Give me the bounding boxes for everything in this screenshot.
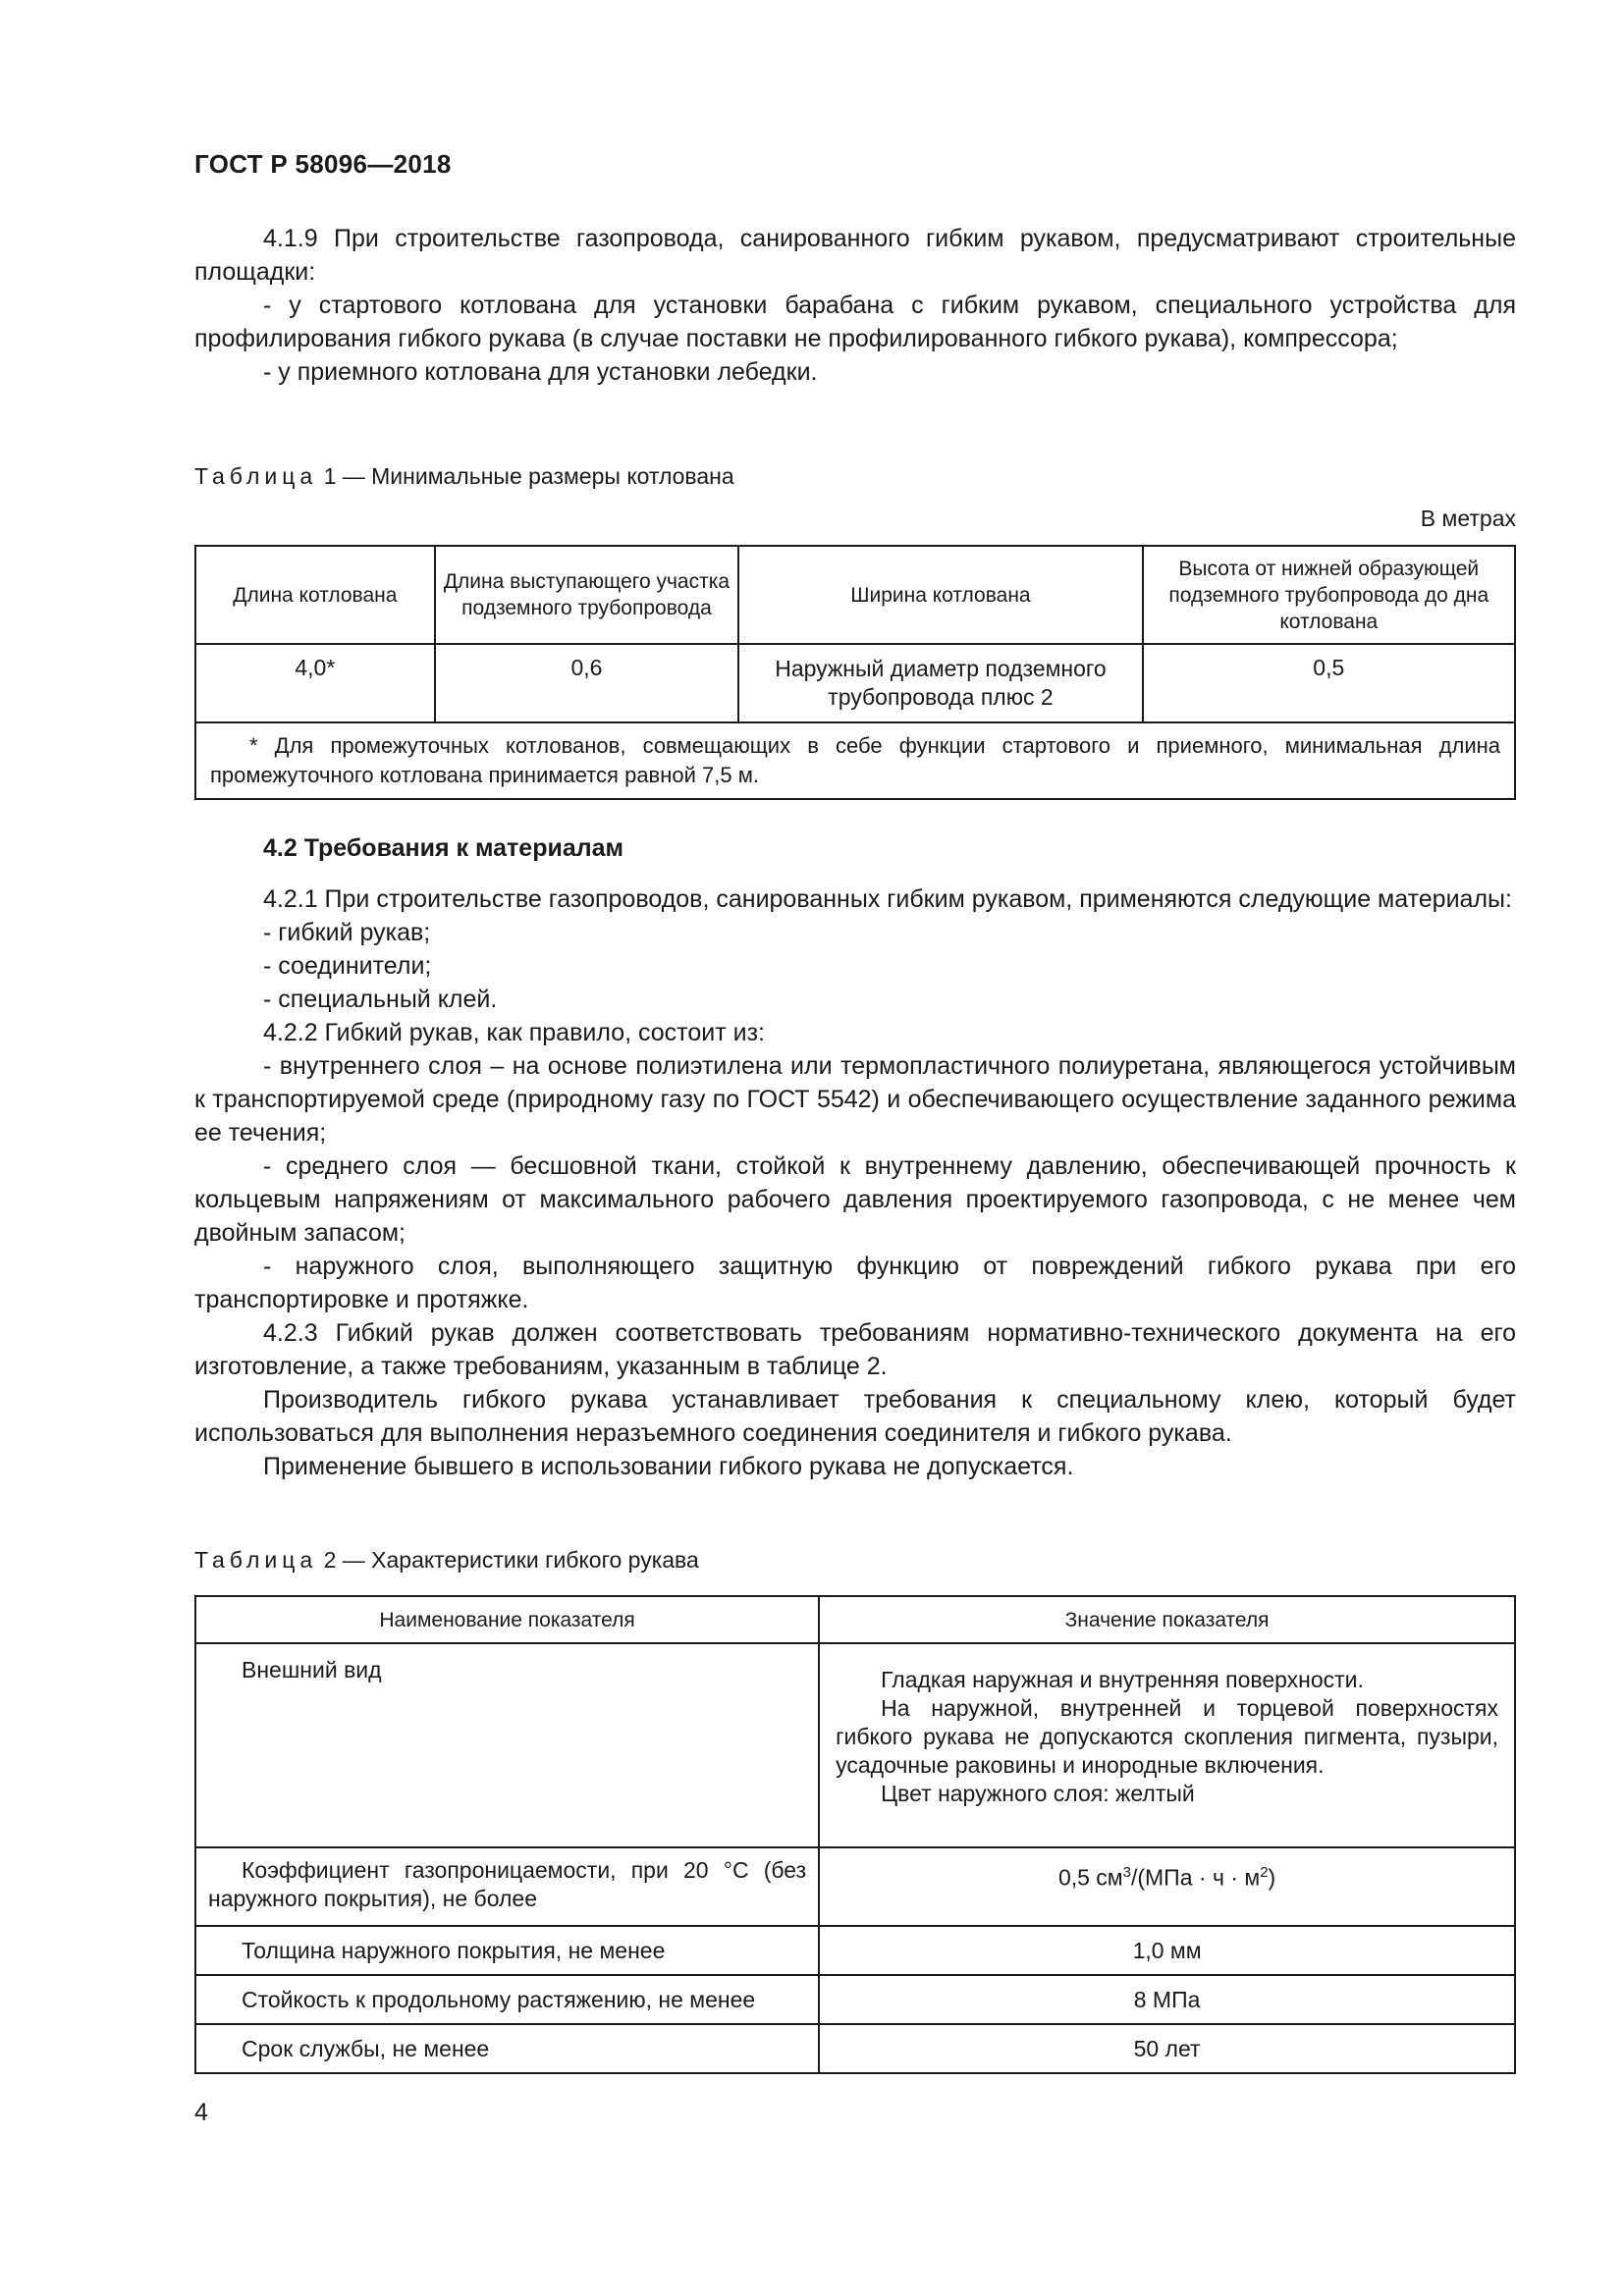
table-header-row [195, 546, 1515, 644]
table-row [195, 644, 1515, 722]
value-part: ) [1268, 1864, 1276, 1891]
list-item: - у стартового котлована для установки барабана с гибким рукавом, специального устройства для профилирования гибкого рукава (в случае поставки не профилированного гибкого рукава), компрессора; [194, 292, 1516, 352]
paragraph-glue: Производитель гибкого рукава устанавливает требования к специальному клею, который будет использоваться для выполнения неразъемного соединения соединителя и гибкого рукава. [194, 1386, 1516, 1447]
value-part: 0,5 см [1057, 1864, 1123, 1891]
section-4-2 [194, 882, 1516, 1483]
cell-text: Коэффициент газопроницаемости, при 20 °C (без наружного покрытия), не более [208, 1857, 807, 1911]
table-footnote-row [195, 722, 1515, 799]
caption-label: Таблица [194, 1547, 318, 1573]
paragraph-4-2-3: 4.2.3 Гибкий рукав должен соответствовать требованиям нормативно-технического документа на его изготовление, а также требованиям, указанным в таблице 2. [194, 1319, 1516, 1380]
paragraph-4-1-9: 4.1.9 При строительстве газопровода, санированного гибким рукавом, предусматривают строительные площадки: [194, 225, 1516, 286]
cell-line: На наружной, внутренней и торцевой поверхностях гибкого рукава не допускаются скопления пигмента, пузыри, усадочные раковины и инородные включения. [836, 1695, 1498, 1778]
paragraph-4-2-2: 4.2.2 Гибкий рукав, как правило, состоит из: [263, 1019, 765, 1046]
caption-label: Таблица [194, 463, 318, 489]
section-4-1-9 [194, 222, 1516, 389]
table-footnote [195, 722, 1515, 799]
table-row [195, 1926, 1515, 1975]
footnote-text: * Для промежуточных котлованов, совмещающих в себе функции стартового и приемного, минимальная длина промежуточного котлована принимается равной 7,5 м. [210, 733, 1500, 787]
table-cell: 1,0 мм [819, 1926, 1515, 1975]
header-cell: Ширина котлована [738, 546, 1142, 644]
list-item: - соединители; [263, 952, 432, 980]
table-2-caption [194, 1545, 699, 1575]
table-row [195, 1975, 1515, 2024]
list-item: - у приемного котлована для установки лебедки. [263, 358, 818, 386]
table-row [195, 2024, 1515, 2073]
table-cell [819, 1847, 1515, 1926]
cell-line: Цвет наружного слоя: желтый [881, 1781, 1195, 1806]
table-cell: Толщина наружного покрытия, не менее [195, 1926, 819, 1975]
list-item: - гибкий рукав; [263, 919, 431, 946]
table-cell: Стойкость к продольному растяжению, не менее [195, 1975, 819, 2024]
header-cell: Наименование показателя [195, 1596, 819, 1643]
table-cell: Срок службы, не менее [195, 2024, 819, 2073]
table-cell [195, 1847, 819, 1926]
table-cell: Внешний вид [195, 1643, 819, 1847]
page-number: 4 [194, 2099, 208, 2126]
table-cell: 4,0* [195, 644, 435, 722]
list-item: - специальный клей. [263, 986, 498, 1013]
header-cell: Длина котлована [195, 546, 435, 644]
cell-line: Гладкая наружная и внутренняя поверхности. [881, 1667, 1364, 1692]
table-header-row [195, 1596, 1515, 1643]
header-cell: Значение показателя [819, 1596, 1515, 1643]
caption-title: 1 — Минимальные размеры котлована [317, 463, 734, 489]
table-row [195, 1643, 1515, 1847]
table-2 [194, 1595, 1516, 2074]
paragraph-used-hose: Применение бывшего в использовании гибкого рукава не допускается. [263, 1453, 1074, 1480]
caption-title: 2 — Характеристики гибкого рукава [317, 1547, 699, 1573]
superscript: 2 [1260, 1864, 1269, 1881]
list-item: - внутреннего слоя – на основе полиэтилена или термопластичного полиуретана, являющегося устойчивым к транспортируемой среде (природному газу по ГОСТ 5542) и обеспечивающего осуществление заданного режима ее течения; [194, 1052, 1516, 1147]
superscript: 3 [1122, 1864, 1131, 1881]
standard-title: ГОСТ Р 58096—2018 [194, 149, 452, 179]
header-cell: Длина выступающего участка подземного трубопровода [435, 546, 739, 644]
header-cell: Высота от нижней образующей подземного трубопровода до дна котлована [1143, 546, 1515, 644]
list-item: - наружного слоя, выполняющего защитную функцию от повреждений гибкого рукава при его транспортировке и протяжке. [194, 1253, 1516, 1313]
table-cell: 0,6 [435, 644, 739, 722]
section-heading: 4.2 Требования к материалам [263, 834, 624, 862]
table-cell: Наружный диаметр подземного трубопровода плюс 2 [738, 644, 1142, 722]
table-row [195, 1847, 1515, 1926]
paragraph-4-2-1: 4.2.1 При строительстве газопроводов, санированных гибким рукавом, применяются следующие материалы: [263, 885, 1512, 913]
table-cell [819, 1643, 1515, 1847]
list-item: - среднего слоя — бесшовной ткани, стойкой к внутреннему давлению, обеспечивающей прочность к кольцевым напряжениям от максимального рабочего давления проектируемого газопровода, с не менее чем двойным запасом; [194, 1152, 1516, 1247]
table-cell: 50 лет [819, 2024, 1515, 2073]
value-part: /(МПа · ч · м [1130, 1864, 1261, 1891]
table-cell: 8 МПа [819, 1975, 1515, 2024]
table-1-units: В метрах [1420, 506, 1516, 531]
table-cell: 0,5 [1143, 644, 1515, 722]
table-1-caption [194, 461, 734, 491]
table-1 [194, 545, 1516, 800]
